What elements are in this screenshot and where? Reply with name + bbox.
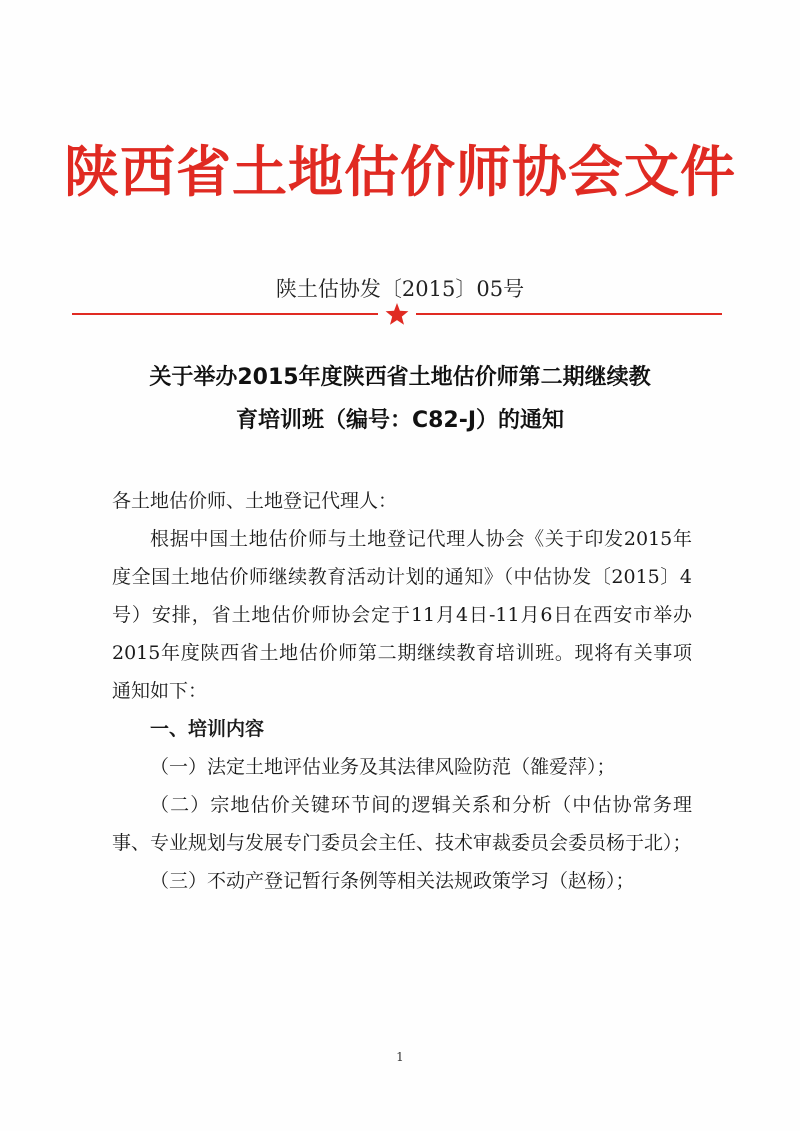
addressee: 各土地估价师、土地登记代理人： xyxy=(112,490,398,512)
star-icon xyxy=(386,303,409,325)
notice-title-line-1: 关于举办2015年度陕西省土地估价师第二期继续教 xyxy=(149,365,651,390)
intro-paragraph: 根据中国土地估价师与土地登记代理人协会《关于印发2015年度全国土地估价师继续教育活动计划的通知》（中估协发〔2015〕4号）安排，省土地估价师协会定于11月4日-11月6日在西安市举办2015年度陕西省土地估价师第二期继续教育培训班。现将有关事项通知如下： xyxy=(112,528,692,702)
section-heading-training-content: 一、培训内容 xyxy=(150,718,265,740)
list-item: （三）不动产登记暂行条例等相关法规政策学习（赵杨）； xyxy=(150,870,635,892)
list-item: （二）宗地估价关键环节间的逻辑关系和分析（中估协常务理事、专业规划与发展专门委员会主任、技术审裁委员会委员杨于北）； xyxy=(112,794,692,854)
notice-title xyxy=(100,356,700,442)
document-number: 陕土估协发〔2015〕05号 xyxy=(275,277,525,301)
list-item: （一）法定土地评估业务及其法律风险防范（雒爱萍）； xyxy=(150,756,616,778)
body-content xyxy=(112,520,692,900)
notice-title-line-2: 育培训班（编号：C82-J）的通知 xyxy=(235,408,565,433)
page-number: 1 xyxy=(396,1050,404,1064)
masthead-title: 陕西省土地估价师协会文件 xyxy=(63,139,736,204)
red-rule-with-star xyxy=(72,302,722,326)
